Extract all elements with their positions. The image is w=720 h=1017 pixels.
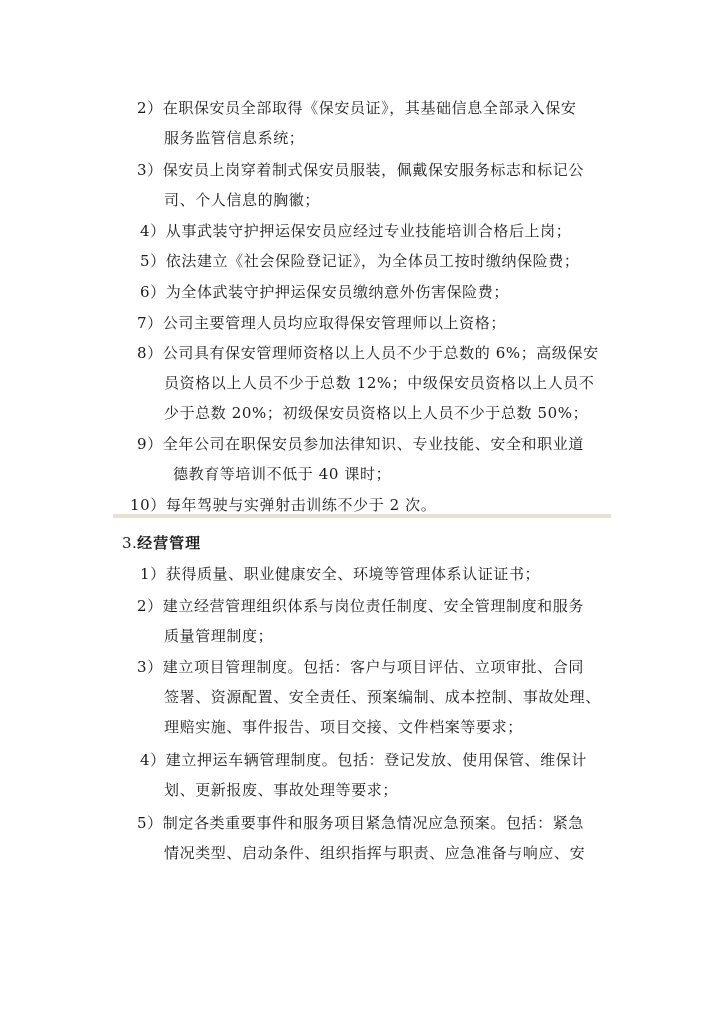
ops-item-3-line-1: 3）建立项目管理制度。包括：客户与项目评估、立项审批、合同 [137, 658, 584, 676]
item-9-line-2: 德教育等培训不低于 40 课时； [173, 465, 392, 483]
item-4-line-1: 4）从事武装守护押运保安员应经过专业技能培训合格后上岗； [140, 222, 572, 240]
item-8-line-1: 8）公司具有保安管理师资格以上人员不少于总数的 6%；高级保安 [137, 344, 599, 362]
item-6-line-1: 6）为全体武装守护押运保安员缴纳意外伤害保险费； [140, 283, 509, 301]
ops-item-3-line-3: 理赔实施、事件报告、项目交接、文件档案等要求； [164, 718, 523, 736]
item-3-line-2: 司、个人信息的胸徽； [164, 191, 321, 209]
ops-item-3-line-2: 签署、资源配置、安全责任、预案编制、成本控制、事故处理、 [164, 688, 601, 706]
item-8-line-3: 少于总数 20%；初级保安员资格以上人员不少于总数 50%； [164, 404, 589, 422]
item-7-line-1: 7）公司主要管理人员均应取得保安管理师以上资格； [137, 314, 506, 332]
ops-item-1-line-1: 1）获得质量、职业健康安全、环境等管理体系认证证书； [140, 565, 541, 583]
item-2-line-2: 服务监管信息系统； [164, 129, 305, 147]
item-2-line-1: 2）在职保安员全部取得《保安员证》，其基础信息全部录入保安 [137, 99, 577, 117]
item-10-line-1: 10）每年驾驶与实弹射击训练不少于 2 次。 [130, 496, 437, 514]
item-8-line-2: 员资格以上人员不少于总数 12%；中级保安员资格以上人员不 [164, 374, 595, 392]
ops-item-4-line-1: 4）建立押运车辆管理制度。包括：登记发放、使用保管、维保计 [140, 751, 587, 769]
ops-item-4-line-2: 划、更新报废、事故处理等要求； [164, 781, 399, 799]
ops-item-2-line-1: 2）建立经营管理组织体系与岗位责任制度、安全管理制度和服务 [137, 597, 584, 615]
item-9-line-1: 9）全年公司在职保安员参加法律知识、专业技能、安全和职业道 [137, 435, 584, 453]
ops-item-5-line-1: 5）制定各类重要事件和服务项目紧急情况应急预案。包括：紧急 [137, 814, 584, 832]
section-heading [122, 533, 201, 553]
section-number: 3. [122, 534, 138, 552]
ops-item-2-line-2: 质量管理制度； [164, 627, 274, 645]
page-divider [113, 514, 611, 518]
section-title: 经营管理 [137, 534, 202, 552]
item-5-line-1: 5）依法建立《社会保险登记证》，为全体员工按时缴纳保险费； [140, 252, 580, 270]
ops-item-5-line-2: 情况类型、启动条件、组织指挥与职责、应急准备与响应、安 [164, 844, 586, 862]
item-3-line-1: 3）保安员上岗穿着制式保安员服装，佩戴保安服务标志和标记公 [137, 161, 584, 179]
